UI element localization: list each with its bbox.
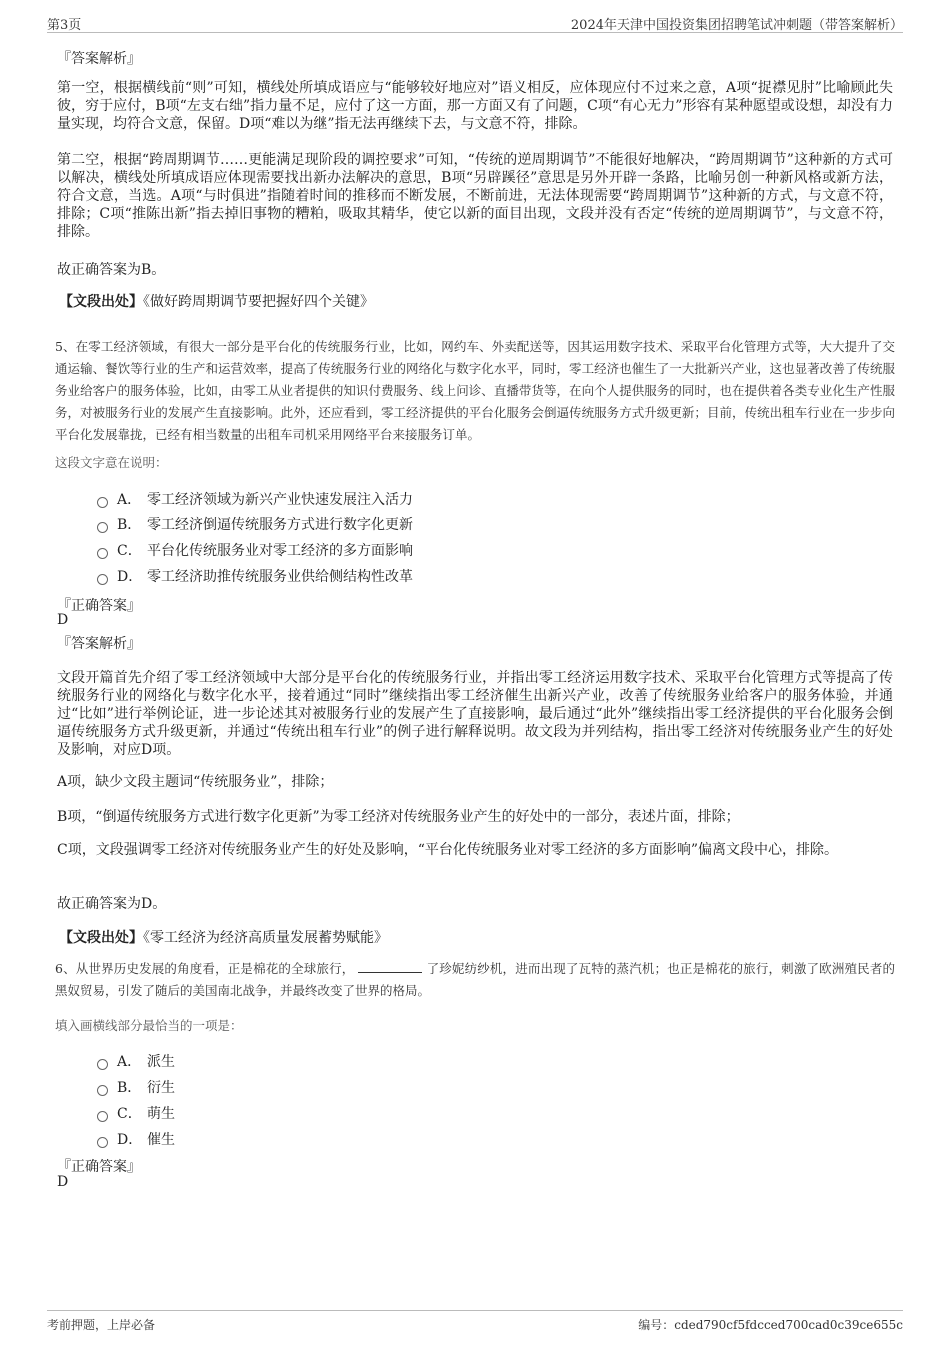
analysis-paragraph: 第一空，根据横线前“则”可知，横线处所填成语应与“能够较好地应对”语义相反，应体现应付不过来之意，A项“捉襟见肘”比喻顾此失彼，穷于应付，B项“左支右绌”指力量不足，应付了这一方面，那一方面又有了问题，C项“有心无力”形容有某种愿望或设想，却没有力量实现，均符合文意，保留。D项“难以为继”指无法再继续下去，与文意不符，排除。	[57, 80, 893, 132]
answer-value: D	[57, 612, 69, 628]
option-c[interactable]	[97, 540, 413, 560]
question-text-before: 6、从世界历史发展的角度看，正是棉花的全球旅行，	[55, 961, 355, 976]
option-letter: B．	[117, 517, 142, 533]
option-c[interactable]	[97, 1103, 175, 1123]
analysis-heading: 『答案解析』	[57, 636, 141, 652]
question-prompt: 填入画横线部分最恰当的一项是：	[55, 1018, 243, 1033]
radio-icon[interactable]	[97, 574, 108, 585]
document-title: 2024年天津中国投资集团招聘笔试冲刺题（带答案解析）	[570, 18, 903, 33]
option-b[interactable]	[97, 514, 413, 534]
source-label: 【文段出处】	[59, 930, 143, 946]
analysis-paragraph: 文段开篇首先介绍了零工经济领域中大部分是平台化的传统服务行业，并指出零工经济运用数字技术、采取平台化管理方式等提高了传统服务行业的网络化与数字化水平，接着通过“同时”继续指出零工经济催生出新兴产业，改善了传统服务业给客户的服务体验，并通过“比如”进行举例论证，进一步论述其对被服务行业的发展产生了直接影响，最后通过“此外”继续指出零工经济提供的平台化服务会倒逼传统服务方式升级更新，并通过“传统出租车行业”的例子进行解释说明。故文段为并列结构，指出零工经济对传统服务业产生的好处及影响，对应D项。	[57, 670, 893, 758]
option-a[interactable]	[97, 489, 413, 509]
option-letter: B．	[117, 1080, 142, 1096]
question-text: 5、在零工经济领域，有很大一部分是平台化的传统服务行业，比如，网约车、外卖配送等，因其运用数字技术、采取平台化管理方式等，大大提升了交通运输、餐饮等行业的生产和运营效率，提高了传统服务行业的网络化与数字化水平，同时，零工经济也催生了一大批新兴产业，这也显著改善了传统服务业给客户的服务体验，比如，由零工从业者提供的知识付费服务、线上问诊、直播带货等，在向个人提供服务的同时，也在提供着各类专业化生产性服务，对被服务行业的发展产生直接影响。此外，还应看到，零工经济提供的平台化服务会倒逼传统服务方式升级更新；目前，传统出租车行业在一步步向平台化发展靠拢，已经有相当数量的出租车司机采用网络平台来接服务订单。	[55, 339, 895, 442]
radio-icon[interactable]	[97, 548, 108, 559]
source-title: 《零工经济为经济高质量发展蓄势赋能》	[143, 930, 388, 946]
answer-heading: 『正确答案』	[57, 1159, 141, 1175]
document-code	[638, 1316, 903, 1333]
footer-slogan: 考前押题，上岸必备	[47, 1318, 156, 1332]
page-footer	[47, 1310, 903, 1335]
option-b[interactable]	[97, 1077, 175, 1097]
question-text-after: 了珍妮纺纱机，进而出现了瓦特的蒸汽机；也正是棉花的旅行，刺激了欧洲殖民者的黑奴贸易，引发了随后的美国南北战争，并最终改变了世界的格局。	[55, 961, 895, 998]
option-a[interactable]	[97, 1051, 175, 1071]
option-text: 萌生	[147, 1106, 175, 1122]
option-text: 催生	[147, 1132, 175, 1148]
option-b-reason: B项，“倒逼传统服务方式进行数字化更新”为零工经济对传统服务业产生的好处中的一部分，表述片面，排除；	[57, 809, 740, 825]
source-citation	[59, 291, 374, 311]
answer-heading: 『正确答案』	[57, 598, 141, 614]
code-value: cded790cf5fdcced700cad0c39ce655c	[674, 1318, 903, 1332]
code-label: 编号：	[638, 1318, 675, 1332]
option-text: 平台化传统服务业对零工经济的多方面影响	[147, 543, 413, 559]
conclusion: 故正确答案为B。	[57, 262, 166, 278]
question-text	[55, 958, 895, 1002]
option-text: 派生	[147, 1054, 175, 1070]
source-citation	[59, 927, 388, 947]
radio-icon[interactable]	[97, 1137, 108, 1148]
source-label: 【文段出处】	[59, 294, 143, 310]
radio-icon[interactable]	[97, 1059, 108, 1070]
page-header	[47, 12, 903, 33]
option-c-reason: C项，文段强调零工经济对传统服务业产生的好处及影响，“平台化传统服务业对零工经济的多方面影响”偏离文段中心，排除。	[57, 842, 839, 858]
option-text: 零工经济倒逼传统服务方式进行数字化更新	[147, 517, 413, 533]
radio-icon[interactable]	[97, 497, 108, 508]
option-text: 零工经济领域为新兴产业快速发展注入活力	[147, 492, 413, 508]
conclusion: 故正确答案为D。	[57, 896, 167, 912]
option-letter: A．	[117, 492, 142, 508]
page-number: 第3页	[47, 18, 82, 33]
radio-icon[interactable]	[97, 1085, 108, 1096]
source-title: 《做好跨周期调节要把握好四个关键》	[143, 294, 374, 310]
option-letter: C．	[117, 543, 142, 559]
option-letter: C．	[117, 1106, 142, 1122]
option-a-reason: A项，缺少文段主题词“传统服务业”，排除；	[57, 774, 334, 790]
answer-value: D	[57, 1174, 69, 1190]
option-d[interactable]	[97, 566, 413, 586]
option-text: 零工经济助推传统服务业供给侧结构性改革	[147, 569, 413, 585]
radio-icon[interactable]	[97, 1111, 108, 1122]
question-prompt: 这段文字意在说明：	[55, 455, 168, 470]
option-letter: A．	[117, 1054, 142, 1070]
option-letter: D．	[117, 569, 143, 585]
option-text: 衍生	[147, 1080, 175, 1096]
answer-blank	[358, 960, 422, 973]
radio-icon[interactable]	[97, 522, 108, 533]
analysis-heading: 『答案解析』	[57, 51, 141, 67]
analysis-paragraph: 第二空，根据“跨周期调节……更能满足现阶段的调控要求”可知，“传统的逆周期调节”不能很好地解决，“跨周期调节”这种新的方式可以解决，横线处所填成语应体现需要找出新办法解决的意思，B项“另辟蹊径”意思是另外开辟一条路，比喻另创一种新风格或新方法，符合文意，当选。A项“与时俱进”指随着时间的推移而不断发展，不断前进，无法体现需要“跨周期调节”这种新的方式，与文意不符，排除；C项“推陈出新”指去掉旧事物的糟粕，吸取其精华，使它以新的面目出现，文段并没有否定“传统的逆周期调节”，与文意不符，排除。	[57, 152, 893, 240]
option-letter: D．	[117, 1132, 143, 1148]
option-d[interactable]	[97, 1129, 175, 1149]
